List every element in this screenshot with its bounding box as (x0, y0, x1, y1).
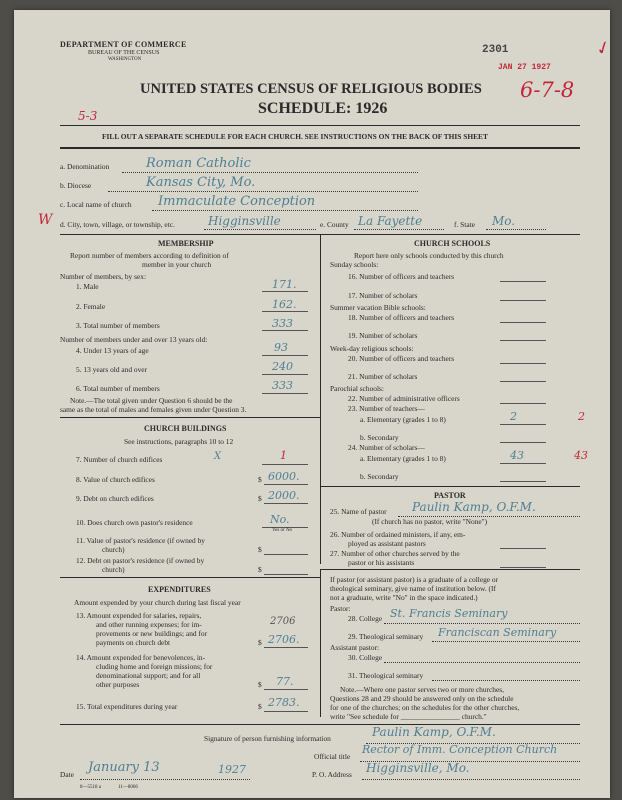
q25-label: 25. Name of pastor (330, 507, 387, 516)
q27-blank (500, 567, 546, 568)
q8-label: 8. Value of church edifices (76, 475, 155, 484)
q26-line-2: ployed as assistant pastors (348, 539, 426, 548)
total-a-blank (262, 330, 308, 331)
q11-blank (264, 554, 308, 555)
q28-value[interactable]: St. Francis Seminary (390, 607, 508, 620)
q16-label: 16. Number of officers and teachers (348, 272, 455, 281)
grad-line-1: If pastor (or assistant pastor) is a graduate of a college or (330, 575, 499, 584)
q23-label: 23. Number of teachers— (348, 404, 425, 413)
dept-name: DEPARTMENT OF COMMERCE (60, 40, 187, 49)
q12-label-2: church) (102, 565, 125, 574)
q24a-label: a. Elementary (grades 1 to 8) (360, 454, 446, 463)
q9-value[interactable]: 2000. (268, 489, 300, 502)
q15-label: 15. Total expenditures during year (76, 702, 178, 711)
county-line (354, 229, 444, 230)
q10-value[interactable]: No. (270, 513, 290, 526)
membership-note-1: Note.—The total given under Question 6 should be the (70, 396, 233, 405)
date-label: Date (60, 770, 74, 779)
q13-dollar: $ (258, 638, 262, 647)
q30-label: 30. College (348, 653, 383, 662)
q8-blank (264, 484, 308, 485)
q25-note: (If church has no pastor, write "None") (372, 517, 488, 526)
q28-label: 28. College (348, 614, 383, 623)
q7-value[interactable]: 1 (280, 449, 287, 462)
column-divider-bottom (320, 569, 321, 717)
q13-line-1: 13. Amount expended for salaries, repairs, (76, 611, 202, 620)
q13-blank (264, 647, 308, 648)
q26-line-1: 26. Number of ordained ministers, if any, em- (330, 530, 466, 539)
over-13-label: 5. 13 years old and over (76, 365, 148, 374)
sunday-heading: Sunday schools: (330, 260, 379, 269)
stamp-date: JAN 27 1927 (498, 63, 551, 72)
diocese-line (108, 191, 418, 192)
q30-line (384, 662, 580, 663)
q22-blank (500, 403, 546, 404)
total-members-value-a[interactable]: 333 (272, 317, 293, 330)
pastor-title: PASTOR (434, 491, 466, 500)
membership-note-2: same as the total of males and females given under Question 3. (60, 405, 247, 414)
q24a-red: 43 (574, 449, 588, 462)
q7-mark: X (214, 451, 222, 462)
q27-line-2: pastor or his assistants (348, 558, 415, 567)
q7-label: 7. Number of church edifices (76, 455, 163, 464)
column-divider-top (320, 234, 321, 564)
pastor-note-1: Note.—Where one pastor serves two or more churches, (340, 685, 504, 694)
q24a-blank (500, 463, 546, 464)
q11-label-2: church) (102, 545, 125, 554)
male-value[interactable]: 171. (272, 278, 297, 291)
q23a-label: a. Elementary (grades 1 to 8) (360, 415, 446, 424)
q24a-value[interactable]: 43 (510, 449, 524, 462)
q18-label: 18. Number of officers and teachers (348, 313, 455, 322)
total-members-label-b: 6. Total number of members (76, 384, 160, 393)
header-rule-top (60, 125, 580, 126)
q24b-label: b. Secondary (360, 472, 399, 481)
q9-blank (264, 503, 308, 504)
q14-blank (264, 689, 308, 690)
membership-intro-2: member in your church (142, 260, 212, 269)
address-label: P. O. Address (312, 770, 352, 779)
q8-value[interactable]: 6000. (268, 470, 300, 483)
address-value[interactable]: Higginsville, Mo. (366, 761, 470, 775)
form-subtitle: SCHEDULE: 1926 (258, 100, 388, 117)
pastor-rule (320, 569, 580, 570)
membership-rule (60, 417, 320, 418)
expenditures-title: EXPENDITURES (148, 585, 211, 594)
yes-no-hint: Yes or No (272, 528, 293, 533)
over-13-value[interactable]: 240 (272, 360, 293, 373)
state-label: f. State (454, 220, 475, 229)
under-13-blank (262, 355, 308, 356)
address-line (362, 779, 580, 780)
state-line (486, 229, 546, 230)
age-heading: Number of members under and over 13 years old: (60, 335, 208, 344)
q26-blank (500, 548, 546, 549)
denomination-label: a. Denomination (60, 162, 110, 171)
q7-blank (262, 464, 308, 465)
schools-rule (320, 486, 580, 487)
q23b-blank (500, 442, 546, 443)
q14-value[interactable]: 77. (276, 675, 294, 688)
county-value[interactable]: La Fayette (358, 214, 423, 228)
q22-label: 22. Number of administrative officers (348, 394, 460, 403)
membership-title: MEMBERSHIP (158, 239, 214, 248)
q14-line-4: other purposes (96, 680, 140, 689)
q28-line (384, 623, 580, 624)
q14-line-1: 14. Amount expended for benevolences, in- (76, 653, 206, 662)
q12-dollar: $ (258, 565, 262, 574)
weekday-heading: Week-day religious schools: (330, 344, 414, 353)
summer-heading: Summer vacation Bible schools: (330, 303, 426, 312)
date-year: 1927 (218, 763, 246, 776)
q8-dollar: $ (258, 475, 262, 484)
q12-blank (264, 574, 308, 575)
pastor-note-4: write "See schedule for ________________ church." (330, 712, 487, 721)
check-mark-icon: ✓ (592, 36, 614, 61)
q9-dollar: $ (258, 494, 262, 503)
parochial-heading: Parochial schools: (330, 384, 384, 393)
female-label: 2. Female (76, 302, 106, 311)
signature-label: Signature of person furnishing information (204, 734, 331, 743)
q16-blank (500, 281, 546, 282)
schools-title: CHURCH SCHOOLS (414, 239, 491, 248)
county-label: e. County (320, 220, 349, 229)
q31-line (432, 680, 580, 681)
female-blank (262, 311, 308, 312)
q11-label-1: 11. Value of pastor's residence (if owned by (76, 536, 205, 545)
city-line (204, 229, 316, 230)
q15-blank (264, 711, 308, 712)
local-name-label: c. Local name of church (60, 200, 132, 209)
q17-blank (500, 300, 546, 301)
instruction-line: FILL OUT A SEPARATE SCHEDULE FOR EACH CHURCH. SEE INSTRUCTIONS ON THE BACK OF THIS SHEET (102, 132, 488, 141)
q15-dollar: $ (258, 702, 262, 711)
buildings-title: CHURCH BUILDINGS (144, 424, 227, 433)
form-title: UNITED STATES CENSUS OF RELIGIOUS BODIES (140, 81, 482, 97)
q23a-blank (500, 424, 546, 425)
date-value[interactable]: January 13 (88, 760, 160, 775)
q14-dollar: $ (258, 680, 262, 689)
q9-label: 9. Debt on church edifices (76, 494, 154, 503)
denomination-value[interactable]: Roman Catholic (146, 156, 251, 171)
q31-label: 31. Theological seminary (348, 671, 424, 680)
signature-value[interactable]: Paulin Kamp, O.F.M. (372, 725, 496, 739)
q23a-red: 2 (578, 410, 585, 423)
q18-blank (500, 322, 546, 323)
male-blank (262, 291, 308, 292)
city-label: d. City, town, village, or township, etc. (60, 220, 175, 229)
under-13-label: 4. Under 13 years of age (76, 346, 149, 355)
q29-value[interactable]: Franciscan Seminary (438, 626, 557, 639)
q21-label: 21. Number of scholars (348, 372, 418, 381)
footer-rule (60, 724, 580, 725)
female-value[interactable]: 162. (272, 298, 297, 311)
print-code: 11—8066 (118, 785, 138, 790)
red-code-right: 6-7-8 (520, 78, 575, 102)
q13-line-3: provements or new buildings; and for (96, 629, 208, 638)
buildings-sub: See instructions, paragraphs 10 to 12 (124, 437, 234, 446)
q19-blank (500, 340, 546, 341)
header-rule-bottom (60, 147, 580, 149)
q23a-value[interactable]: 2 (510, 410, 517, 423)
q14-line-3: denominational support; and for all (96, 671, 201, 680)
q24b-blank (500, 481, 546, 482)
total-b-blank (262, 393, 308, 394)
city-value[interactable]: Higginsville (208, 214, 281, 228)
red-code-left: 5-3 (78, 109, 98, 123)
membership-intro-1: Report number of members according to definition of (70, 251, 229, 260)
q29-line (432, 641, 580, 642)
pastor-note-2: Questions 28 and 29 should be answered only on the schedule (330, 694, 514, 703)
under-13-value[interactable]: 93 (274, 341, 288, 354)
q12-label-1: 12. Debt on pastor's residence (if owned by (76, 556, 205, 565)
q20-blank (500, 363, 546, 364)
assistant-label: Assistant pastor: (330, 643, 380, 652)
q25-value[interactable]: Paulin Kamp, O.F.M. (412, 500, 536, 514)
q15-value[interactable]: 2783. (268, 696, 300, 709)
margin-mark: W (38, 212, 53, 228)
q10-label: 10. Does church own pastor's residence (76, 518, 193, 527)
sex-heading: Number of members, by sex: (60, 272, 146, 281)
official-title-value[interactable]: Rector of Imm. Conception Church (362, 743, 558, 756)
local-name-value[interactable]: Immaculate Conception (158, 194, 316, 209)
q29-label: 29. Theological seminary (348, 632, 424, 641)
form-number: 8—5518 a (80, 785, 101, 790)
census-schedule-form (14, 10, 614, 798)
q13-value[interactable]: 2706. (268, 633, 300, 646)
q13-note: 2706 (270, 616, 296, 627)
q27-line-1: 27. Number of other churches served by the (330, 549, 460, 558)
q20-label: 20. Number of officers and teachers (348, 354, 455, 363)
grad-line-2: theological seminary, give name of institution below. (If (330, 584, 496, 593)
over-13-blank (262, 374, 308, 375)
grad-line-3: not a graduate, write "No" in the space indicated.) (330, 593, 478, 602)
q17-label: 17. Number of scholars (348, 291, 418, 300)
diocese-value[interactable]: Kansas City, Mo. (146, 175, 256, 190)
q23b-label: b. Secondary (360, 433, 399, 442)
denomination-line (122, 172, 418, 173)
q21-blank (500, 381, 546, 382)
total-members-value-b[interactable]: 333 (272, 379, 293, 392)
state-value[interactable]: Mo. (492, 214, 516, 228)
bureau-city: WASHINGTON (108, 57, 142, 62)
pastor-note-3: for one of the churches; on the schedules for the other churches, (330, 703, 520, 712)
total-members-label-a: 3. Total number of members (76, 321, 160, 330)
q11-dollar: $ (258, 545, 262, 554)
schools-sub: Report here only schools conducted by this church (354, 251, 504, 260)
pastor-label: Pastor: (330, 604, 351, 613)
q13-line-4: payments on church debt (96, 638, 171, 647)
date-line (80, 779, 250, 780)
stamp-number: 2301 (482, 44, 509, 56)
diocese-label: b. Diocese (60, 181, 92, 190)
local-name-line (152, 210, 418, 211)
expenditures-sub: Amount expended by your church during last fiscal year (74, 598, 241, 607)
official-title-label: Official title (314, 752, 351, 761)
buildings-rule (60, 577, 320, 578)
q14-line-2: cluding home and foreign missions; for (96, 662, 213, 671)
q19-label: 19. Number of scholars (348, 331, 418, 340)
bureau-name: BUREAU OF THE CENSUS (88, 50, 160, 56)
male-label: 1. Male (76, 282, 99, 291)
q24-label: 24. Number of scholars— (348, 443, 425, 452)
q13-line-2: and other running expenses; for im- (96, 620, 202, 629)
